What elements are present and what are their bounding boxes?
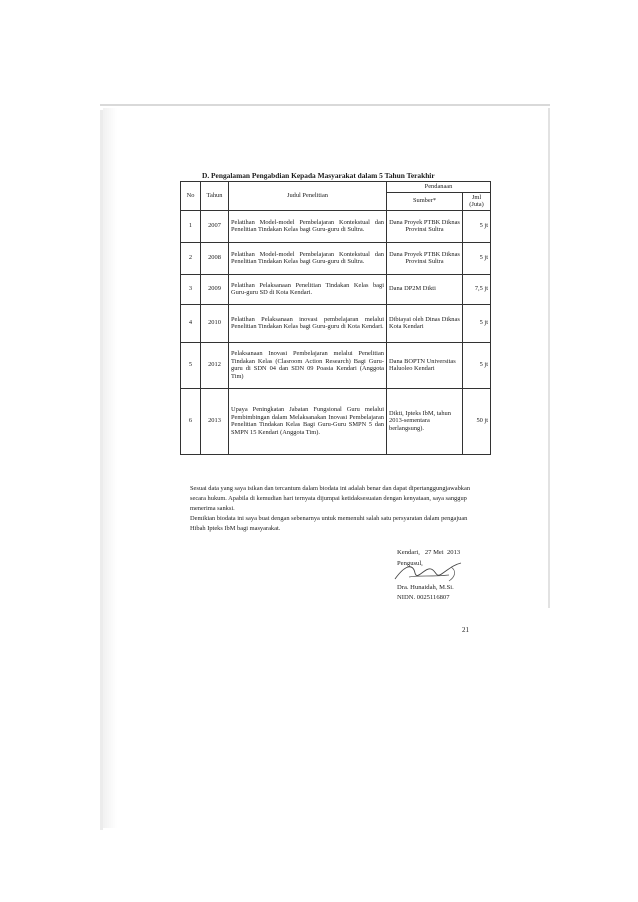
row-title: Pelatihan Model-model Pembelajaran Kontekstual dan Penelitian Tindakan Kelas bagi Guru-guru di Sultra.: [229, 242, 387, 274]
row-source: Dibiayai oleh Dinas Diknas Kota Kendari: [387, 304, 463, 342]
declaration-paragraph: Sesuai data yang saya isikan dan tercantum dalam biodata ini adalah benar dan dapat dipertanggungjawabkan secara hukum. Apabila di kemudian hari ternyata dijumpai ketidaksesuaian dengan kenyataan, saya sanggup menerima sanksi.: [190, 485, 471, 512]
row-amount: 5 jt: [463, 210, 491, 242]
scan-binding-shadow: [103, 108, 117, 828]
row-source: Dana BOPTN Universitas Haluoleo Kendari: [387, 342, 463, 388]
row-source: Dikti, Ipteks IbM, tahun 2013-sementara berlangsung).: [387, 388, 463, 454]
table-row: [181, 242, 491, 274]
header-funding: Pendanaan: [387, 182, 491, 193]
section-title: D. Pengalaman Pengabdian Kepada Masyarakat dalam 5 Tahun Terakhir: [202, 171, 435, 180]
signer-name: Dra. Hunaidah, M.Si.: [397, 583, 454, 591]
handwritten-signature: [391, 559, 471, 587]
row-source: Dana Proyek PTBK Diknas Provinsi Sultra: [387, 210, 463, 242]
place-date: Kendari, 27 Mei 2013: [397, 549, 461, 556]
header-source: Sumber*: [387, 192, 463, 210]
row-no: 5: [181, 342, 201, 388]
scan-border-top: [100, 104, 550, 106]
row-year: 2012: [201, 342, 229, 388]
table-row: [181, 210, 491, 242]
header-title: Judul Penelitian: [229, 182, 387, 211]
row-amount: 50 jt: [463, 388, 491, 454]
row-title: Upaya Peningkatan Jabatan Fungsional Guru melalui Pembimbingan dalam Melaksanakan Inovasi Pembelajaran Penelitian Tindakan Kelas Bagi Guru-Guru SMPN 5 dan SMPN 15 Kendari (Anggota Tim).: [229, 388, 387, 454]
header-amount: Jml (Juta): [463, 192, 491, 210]
row-amount: 5 jt: [463, 304, 491, 342]
row-year: 2013: [201, 388, 229, 454]
signature-block: [397, 548, 517, 604]
row-no: 4: [181, 304, 201, 342]
page-number: 21: [462, 626, 469, 634]
signer-role: Pengusul,: [397, 559, 423, 567]
signer-nidn: NIDN. 0025116807: [397, 594, 450, 601]
row-amount: 5 jt: [463, 342, 491, 388]
declaration-statement: [190, 484, 480, 534]
table-header-row: [181, 182, 491, 193]
row-no: 3: [181, 274, 201, 304]
row-source: Dana DP2M Dikti: [387, 274, 463, 304]
scan-border-right: [548, 108, 550, 608]
row-no: 6: [181, 388, 201, 454]
header-year: Tahun: [201, 182, 229, 211]
document-page: [180, 170, 490, 455]
declaration-paragraph: Demikian biodata ini saya buat dengan sebenarnya untuk memenuhi salah satu persyaratan dalam pengajuan Hibah Ipteks IbM bagi masyarakat.: [190, 515, 468, 532]
row-amount: 5 jt: [463, 242, 491, 274]
row-title: Pelatihan Pelaksanaan Penelitian Tindakan Kelas bagi Guru-guru SD di Kota Kendari.: [229, 274, 387, 304]
row-source: Dana Proyek PTBK Diknas Provinsi Sultra: [387, 242, 463, 274]
row-year: 2007: [201, 210, 229, 242]
table-row: [181, 342, 491, 388]
row-no: 1: [181, 210, 201, 242]
row-title: Pelaksanaan Inovasi Pembelajaran melalui Penelitian Tindakan Kelas (Clasroom Action Research) Bagi Guru-guru di SDN 04 dan SDN 09 Poasia Kendari (Anggota Tim): [229, 342, 387, 388]
table-row: [181, 304, 491, 342]
row-year: 2010: [201, 304, 229, 342]
row-title: Pelatihan Model-model Pembelajaran Kontekstual dan Penelitian Tindakan Kelas bagi Guru-guru di Sultra.: [229, 210, 387, 242]
community-service-table: [180, 181, 491, 455]
row-no: 2: [181, 242, 201, 274]
row-title: Pelatihan Pelaksanaan inovasi pembelajaran melalui Penelitian Tindakan Kelas bagi Guru-guru di Kota Kendari.: [229, 304, 387, 342]
header-no: No: [181, 182, 201, 211]
table-row: [181, 274, 491, 304]
row-year: 2009: [201, 274, 229, 304]
row-year: 2008: [201, 242, 229, 274]
row-amount: 7,5 jt: [463, 274, 491, 304]
table-row: [181, 388, 491, 454]
